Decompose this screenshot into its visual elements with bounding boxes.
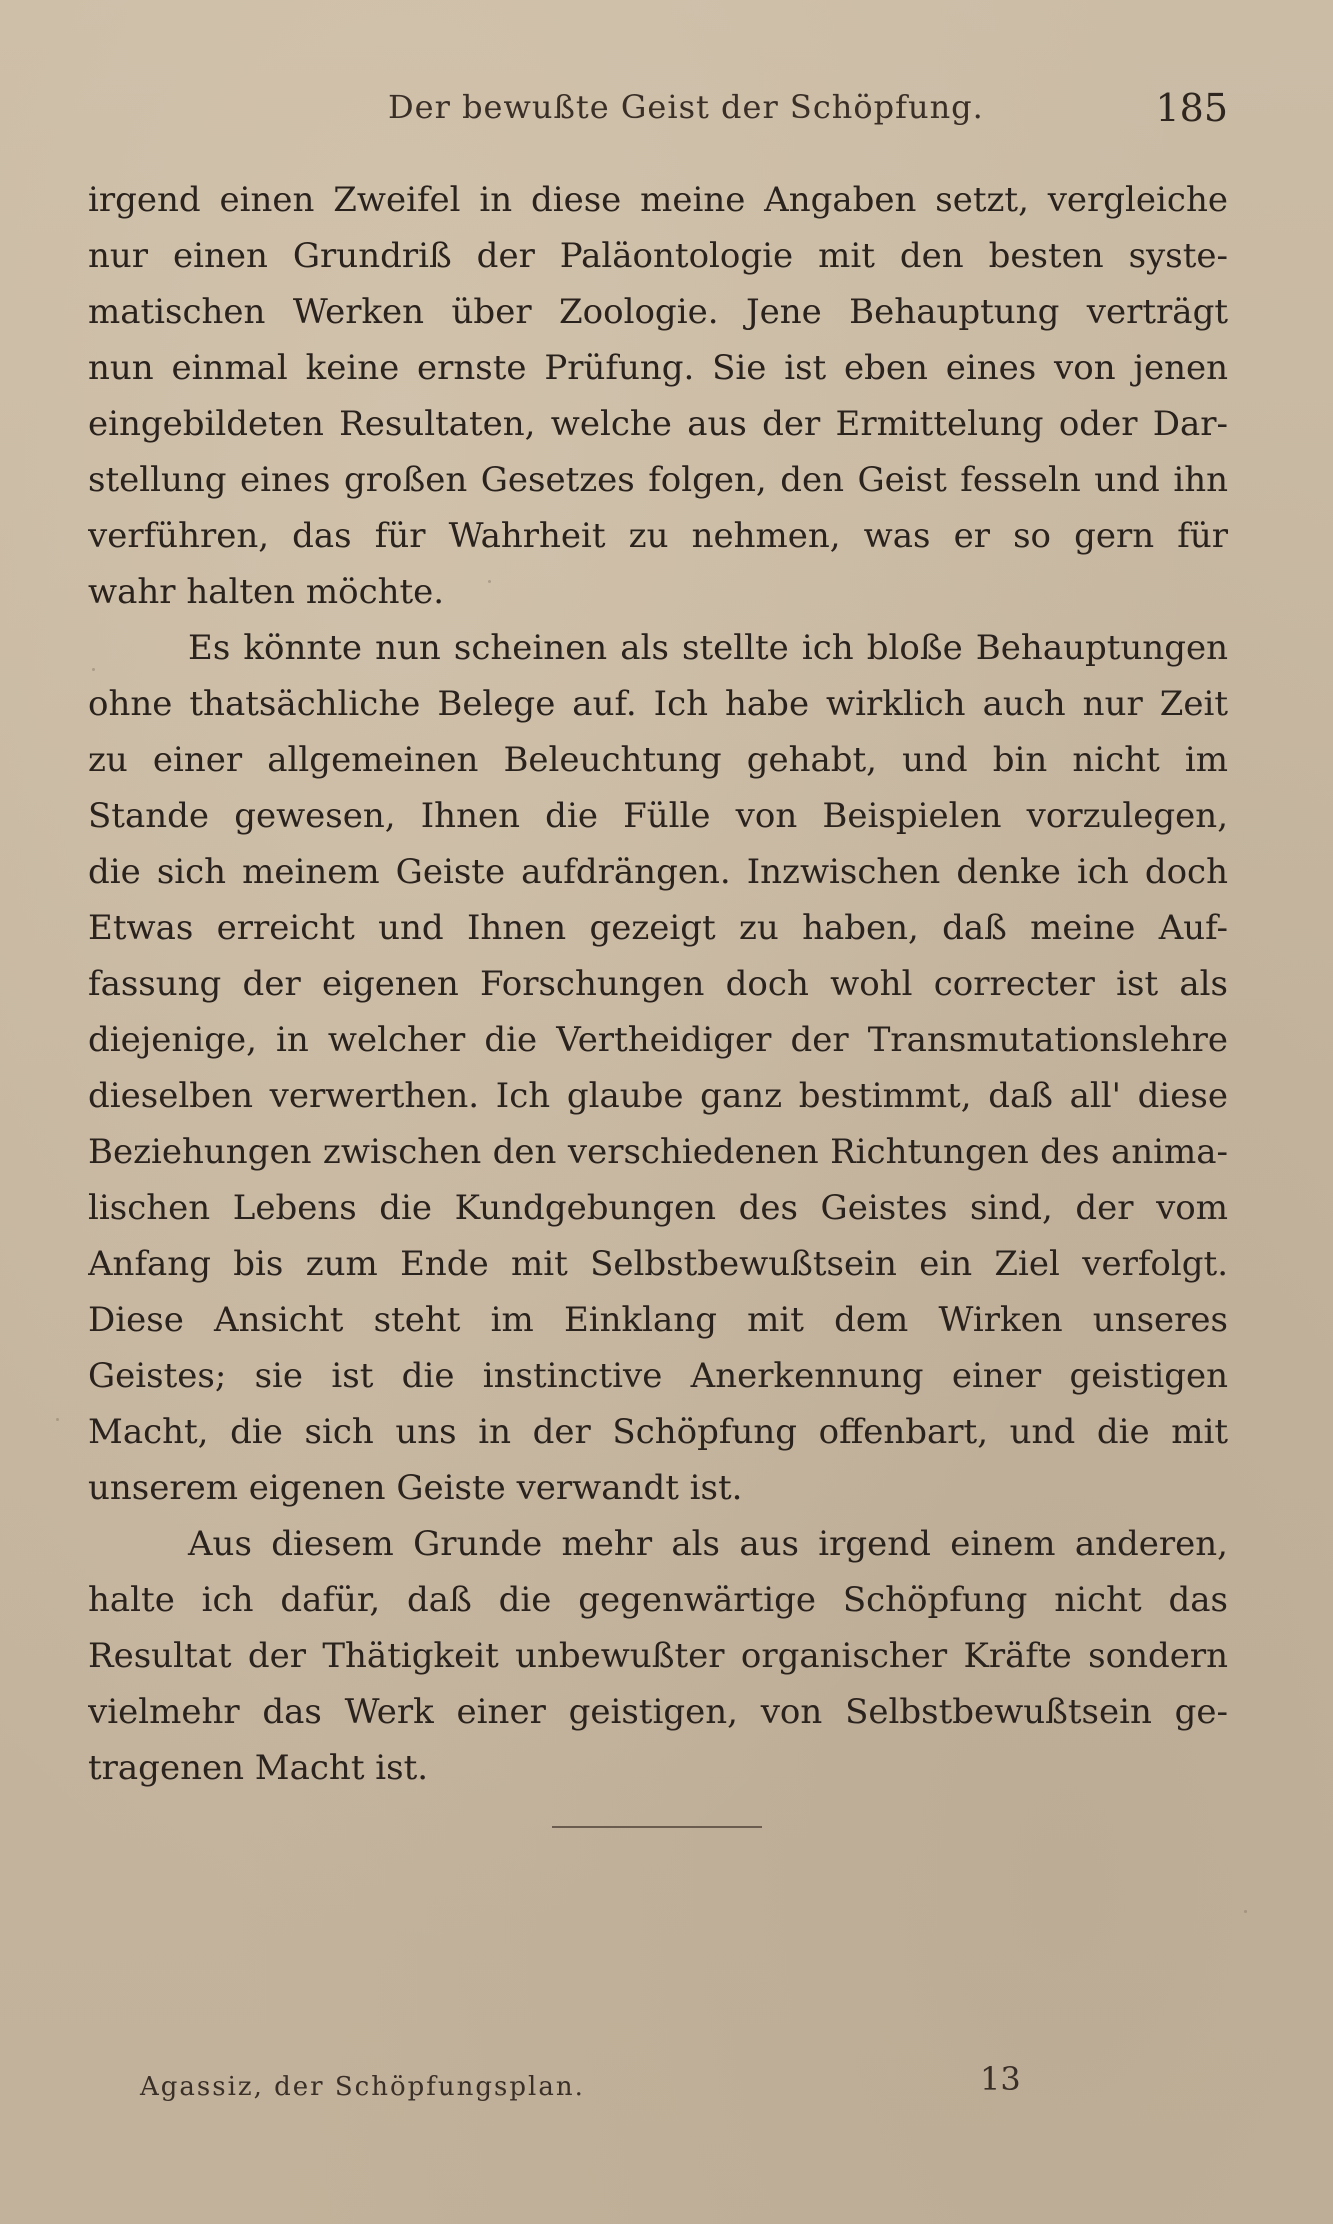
text-line: halte ich dafür, daß die gegenwärtige Schöpfung nicht das (88, 1580, 1228, 1620)
page-number: 185 (1155, 86, 1228, 130)
text-line: zu einer allgemeinen Beleuchtung gehabt, und bin nicht im (88, 740, 1228, 780)
paper-speck (92, 668, 95, 671)
text-line: verführen, das für Wahrheit zu nehmen, was er so gern für (88, 516, 1228, 556)
text-line: Macht, die sich uns in der Schöpfung offenbart, und die mit (88, 1412, 1228, 1452)
paper-speck (56, 1418, 59, 1421)
text-line: dieselben verwerthen. Ich glaube ganz bestimmt, daß all' diese (88, 1076, 1228, 1116)
paragraph-start-line: Es könnte nun scheinen als stellte ich bloße Behauptungen (188, 628, 1228, 668)
text-line: die sich meinem Geiste aufdrängen. Inzwischen denke ich doch (88, 852, 1228, 892)
text-line: matischen Werken über Zoologie. Jene Behauptung verträgt (88, 292, 1228, 332)
running-head (88, 88, 1228, 138)
text-line: lischen Lebens die Kundgebungen des Geistes sind, der vom (88, 1188, 1228, 1228)
paragraph-start-line: Aus diesem Grunde mehr als aus irgend einem anderen, (188, 1524, 1228, 1564)
signature-mark: 13 (980, 2060, 1021, 2098)
text-line: Beziehungen zwischen den verschiedenen Richtungen des anima- (88, 1132, 1228, 1172)
text-line: nur einen Grundriß der Paläontologie mit den besten syste- (88, 236, 1228, 276)
section-divider (552, 1826, 762, 1828)
body-text (88, 172, 1228, 1796)
text-line: Etwas erreicht und Ihnen gezeigt zu haben, daß meine Auf- (88, 908, 1228, 948)
text-line: vielmehr das Werk einer geistigen, von Selbstbewußtsein ge- (88, 1692, 1228, 1732)
text-line: Stande gewesen, Ihnen die Fülle von Beispielen vorzulegen, (88, 796, 1228, 836)
text-line: Anfang bis zum Ende mit Selbstbewußtsein ein Ziel verfolgt. (88, 1244, 1228, 1284)
paragraph-end-line: unserem eigenen Geiste verwandt ist. (88, 1468, 743, 1508)
paper-speck (488, 580, 491, 583)
text-line: eingebildeten Resultaten, welche aus der Ermittelung oder Dar- (88, 404, 1228, 444)
text-line: diejenige, in welcher die Vertheidiger der Transmutationslehre (88, 1020, 1228, 1060)
running-title: Der bewußte Geist der Schöpfung. (388, 88, 984, 126)
text-line: Diese Ansicht steht im Einklang mit dem Wirken unseres (88, 1300, 1228, 1340)
paper-speck (1244, 1910, 1247, 1913)
text-line: nun einmal keine ernste Prüfung. Sie ist eben eines von jenen (88, 348, 1228, 388)
text-line: fassung der eigenen Forschungen doch wohl correcter ist als (88, 964, 1228, 1004)
text-line: ohne thatsächliche Belege auf. Ich habe wirklich auch nur Zeit (88, 684, 1228, 724)
text-line: Resultat der Thätigkeit unbewußter organischer Kräfte sondern (88, 1636, 1228, 1676)
paragraph-end-line: tragenen Macht ist. (88, 1748, 429, 1788)
paragraph-end-line: wahr halten möchte. (88, 572, 445, 612)
text-line: Geistes; sie ist die instinctive Anerkennung einer geistigen (88, 1356, 1228, 1396)
printer-signature: Agassiz, der Schöpfungsplan. (140, 2072, 585, 2102)
text-line: stellung eines großen Gesetzes folgen, den Geist fesseln und ihn (88, 460, 1228, 500)
text-line: irgend einen Zweifel in diese meine Angaben setzt, vergleiche (88, 180, 1228, 220)
